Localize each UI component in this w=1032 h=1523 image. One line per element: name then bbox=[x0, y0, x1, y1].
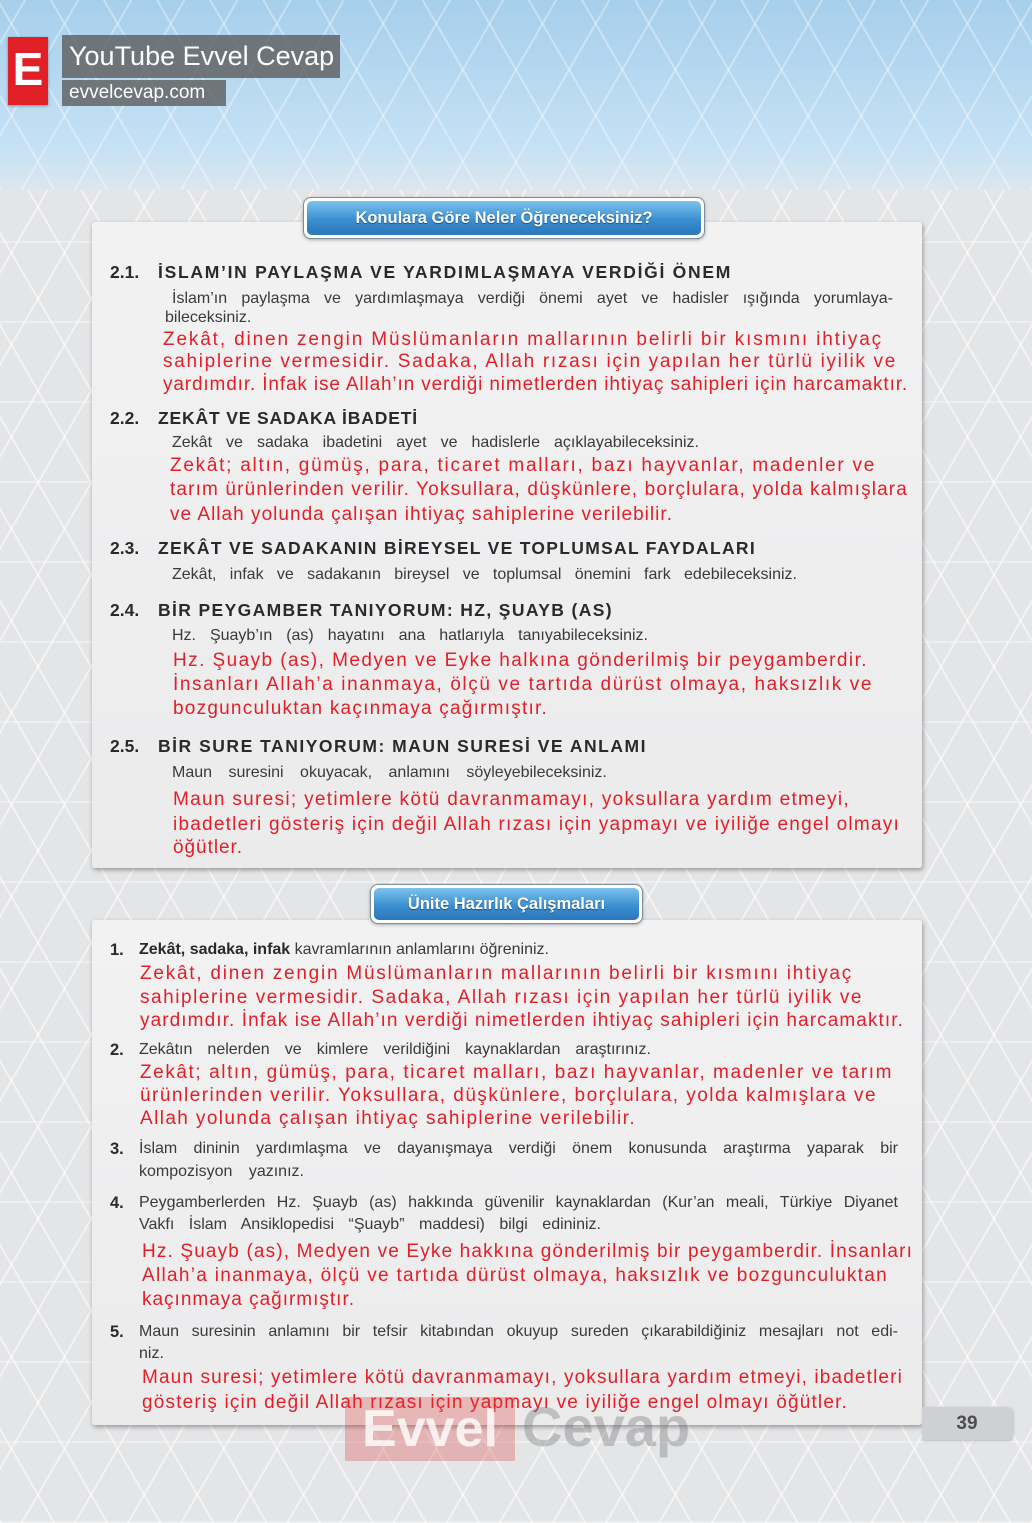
answer-text: Zekât, dinen zengin Müslümanların mallarının belirli bir kısmını ihtiyaç bbox=[163, 329, 883, 350]
item-text bbox=[139, 1193, 898, 1213]
answer-line bbox=[173, 813, 900, 837]
answer-line bbox=[140, 1107, 636, 1131]
preparation-title: Ünite Hazırlık Çalışmaları bbox=[374, 888, 639, 920]
section-heading-text: ZEKÂT VE SADAKANIN BİREYSEL VE TOPLUMSAL FAYDALARI bbox=[158, 538, 756, 558]
item-text bbox=[139, 1162, 308, 1182]
item-text bbox=[139, 1139, 898, 1159]
section-heading bbox=[158, 599, 613, 621]
answer-line bbox=[170, 454, 876, 478]
answer-line bbox=[140, 1061, 893, 1085]
section-heading bbox=[158, 735, 647, 757]
answer-line bbox=[140, 962, 853, 986]
description-line: Maun suresini okuyacak, anlamını söyleyebileceksiniz. bbox=[172, 764, 607, 781]
description-line: İslam’ın paylaşma ve yardımlaşmaya verdiği önemi ayet ve hadisler ışığında yorumlaya- bbox=[172, 290, 893, 307]
answer-line bbox=[173, 836, 243, 860]
answer-text: ve Allah yolunda çalışan ihtiyaç sahiplerine verilebilir. bbox=[170, 504, 673, 525]
section-heading-text: BİR PEYGAMBER TANIYORUM: HZ, ŞUAYB (AS) bbox=[158, 600, 613, 620]
section-description bbox=[172, 433, 699, 453]
section-number: 2.4. bbox=[110, 600, 140, 620]
answer-text: sahiplerine vermesidir. Sadaka, Allah rızası için yapılan her türlü iyilik ve bbox=[140, 987, 863, 1008]
answer-line bbox=[163, 373, 908, 397]
item-text-line: kavramlarının anlamlarını öğreniniz. bbox=[294, 941, 549, 958]
page-number: 39 bbox=[922, 1407, 1012, 1440]
item-text bbox=[139, 940, 549, 960]
section-number: 2.1. bbox=[110, 262, 140, 282]
answer-text: Hz. Şuayb (as), Medyen ve Eyke hakkına gönderilmiş bir peygamberdir. İnsanları bbox=[142, 1241, 913, 1262]
description-line: bileceksiniz. bbox=[165, 309, 252, 326]
answer-text: ürünlerinden verilir. Yoksullara, düşkünlere, borçlulara, yolda kalmışlara ve bbox=[140, 1085, 877, 1106]
answer-text: öğütler. bbox=[173, 837, 243, 858]
section-number: 2.3. bbox=[110, 538, 140, 558]
item-text bbox=[139, 1215, 601, 1235]
answer-text: ibadetleri gösteriş için değil Allah rızası için yapmayı ve iyiliğe engel olmayı bbox=[173, 814, 900, 835]
section-description bbox=[172, 626, 648, 646]
item-text-line: niz. bbox=[139, 1345, 164, 1362]
answer-line bbox=[140, 986, 863, 1010]
answer-text: yardımdır. İnfak ise Allah’ın verdiği nimetlerden ihtiyaç sahipleri için harcamaktır. bbox=[163, 374, 908, 395]
item-text-line: Zekâtın nelerden ve kimlere verildiğini kaynaklardan araştırınız. bbox=[139, 1041, 651, 1058]
item-number: 3. bbox=[110, 1140, 124, 1158]
section-number: 2.2. bbox=[110, 408, 140, 428]
answer-text: bozgunculuktan kaçınmaya çağırmıştır. bbox=[173, 698, 548, 719]
item-text-line: Vakfı İslam Ansiklopedisi “Şuayb” maddesi) bilgi edininiz. bbox=[139, 1216, 601, 1233]
item-text-line: İslam dininin yardımlaşma ve dayanışmaya verdiği önem konusunda araştırma yaparak bir bbox=[139, 1140, 898, 1157]
answer-line bbox=[142, 1366, 903, 1390]
section-heading bbox=[158, 261, 732, 283]
watermark-evvel: Evvel bbox=[345, 1397, 515, 1461]
answer-text: Zekât, dinen zengin Müslümanların mallarının belirli bir kısmını ihtiyaç bbox=[140, 963, 853, 984]
item-number: 2. bbox=[110, 1041, 124, 1059]
answer-line bbox=[163, 328, 883, 352]
item-number: 4. bbox=[110, 1194, 124, 1212]
answer-text: Hz. Şuayb (as), Medyen ve Eyke halkına gönderilmiş bir peygamberdir. bbox=[173, 650, 868, 671]
answer-text: Zekât; altın, gümüş, para, ticaret malları, bazı hayvanlar, madenler ve bbox=[170, 455, 876, 476]
item-text-line: Maun suresinin anlamını bir tefsir kitabından okuyup sureden çıkarabildiğiniz mesajları not edi- bbox=[139, 1323, 898, 1340]
site-url: evvelcevap.com bbox=[62, 80, 226, 106]
description-line: Hz. Şuayb’ın (as) hayatını ana hatlarıyla tanıyabileceksiniz. bbox=[172, 627, 648, 644]
item-number: 5. bbox=[110, 1323, 124, 1341]
section-description bbox=[172, 565, 797, 585]
section-heading-text: İSLAM’IN PAYLAŞMA VE YARDIMLAŞMAYA VERDİĞİ ÖNEM bbox=[158, 262, 732, 282]
answer-line bbox=[170, 478, 908, 502]
answer-line bbox=[142, 1240, 913, 1264]
item-number: 1. bbox=[110, 941, 124, 959]
description-line: Zekât ve sadaka ibadetini ayet ve hadislerle açıklayabileceksiniz. bbox=[172, 434, 699, 451]
answer-text: sahiplerine vermesidir. Sadaka, Allah rızası için yapılan her türlü iyilik ve bbox=[163, 351, 897, 372]
answer-text: Zekât; altın, gümüş, para, ticaret malları, bazı hayvanlar, madenler ve tarım bbox=[140, 1062, 893, 1083]
section-description bbox=[172, 763, 610, 783]
description-line: Zekât, infak ve sadakanın bireysel ve toplumsal önemini fark edebileceksiniz. bbox=[172, 566, 797, 583]
answer-text: Maun suresi; yetimlere kötü davranmamayı, yoksullara yardım etmeyi, ibadetleri bbox=[142, 1367, 903, 1388]
answer-text: kaçınmaya çağırmıştır. bbox=[142, 1289, 355, 1310]
answer-text: Allah’a inanmaya, ölçü ve tartıda dürüst olmaya, haksızlık ve bozgunculuktan bbox=[142, 1265, 888, 1286]
answer-line bbox=[173, 649, 868, 673]
answer-line bbox=[142, 1288, 355, 1312]
objectives-title-pill bbox=[303, 197, 705, 239]
answer-text: İnsanları Allah’a inanmaya, ölçü ve tartıda dürüst olmaya, haksızlık ve bbox=[173, 674, 873, 695]
section-heading bbox=[158, 537, 756, 559]
objectives-title: Konulara Göre Neler Öğreneceksiniz? bbox=[307, 201, 701, 235]
answer-line bbox=[173, 697, 548, 721]
answer-text: gösteriş için değil Allah rızası için yapmayı ve iyiliğe engel olmayı öğütler. bbox=[142, 1392, 848, 1413]
item-text-line: Peygamberlerden Hz. Şuayb (as) hakkında güvenilir kaynaklardan (Kur’an meali, Türkiye Diyanet bbox=[139, 1194, 898, 1211]
answer-line bbox=[142, 1264, 888, 1288]
watermark-cevap: Cevap bbox=[522, 1395, 691, 1458]
answer-line bbox=[173, 673, 873, 697]
item-text bbox=[139, 1322, 898, 1342]
answer-text: Allah yolunda çalışan ihtiyaç sahiplerine verilebilir. bbox=[140, 1108, 636, 1129]
item-bold-terms: Zekât, sadaka, infak bbox=[139, 941, 291, 958]
answer-text: Maun suresi; yetimlere kötü davranmamayı, yoksullara yardım etmeyi, bbox=[173, 789, 850, 810]
answer-text: yardımdır. İnfak ise Allah’ın verdiği nimetlerden ihtiyaç sahipleri için harcamaktır. bbox=[140, 1010, 904, 1031]
section-heading-text: BİR SURE TANIYORUM: MAUN SURESİ VE ANLAMI bbox=[158, 736, 647, 756]
section-heading-text: ZEKÂT VE SADAKA İBADETİ bbox=[158, 408, 418, 428]
answer-line bbox=[163, 350, 897, 374]
answer-line bbox=[140, 1009, 904, 1033]
section-number: 2.5. bbox=[110, 736, 140, 756]
channel-title: YouTube Evvel Cevap bbox=[62, 35, 340, 78]
channel-logo: E bbox=[8, 37, 48, 105]
item-text bbox=[139, 1040, 651, 1060]
preparation-title-pill bbox=[370, 884, 643, 924]
answer-line bbox=[140, 1084, 877, 1108]
answer-line bbox=[173, 788, 850, 812]
item-text-line: kompozisyon yazınız. bbox=[139, 1163, 304, 1180]
answer-line bbox=[170, 503, 673, 527]
section-description bbox=[172, 289, 893, 309]
answer-text: tarım ürünlerinden verilir. Yoksullara, düşkünlere, borçlulara, yolda kalmışlara bbox=[170, 479, 908, 500]
section-heading bbox=[158, 407, 418, 429]
